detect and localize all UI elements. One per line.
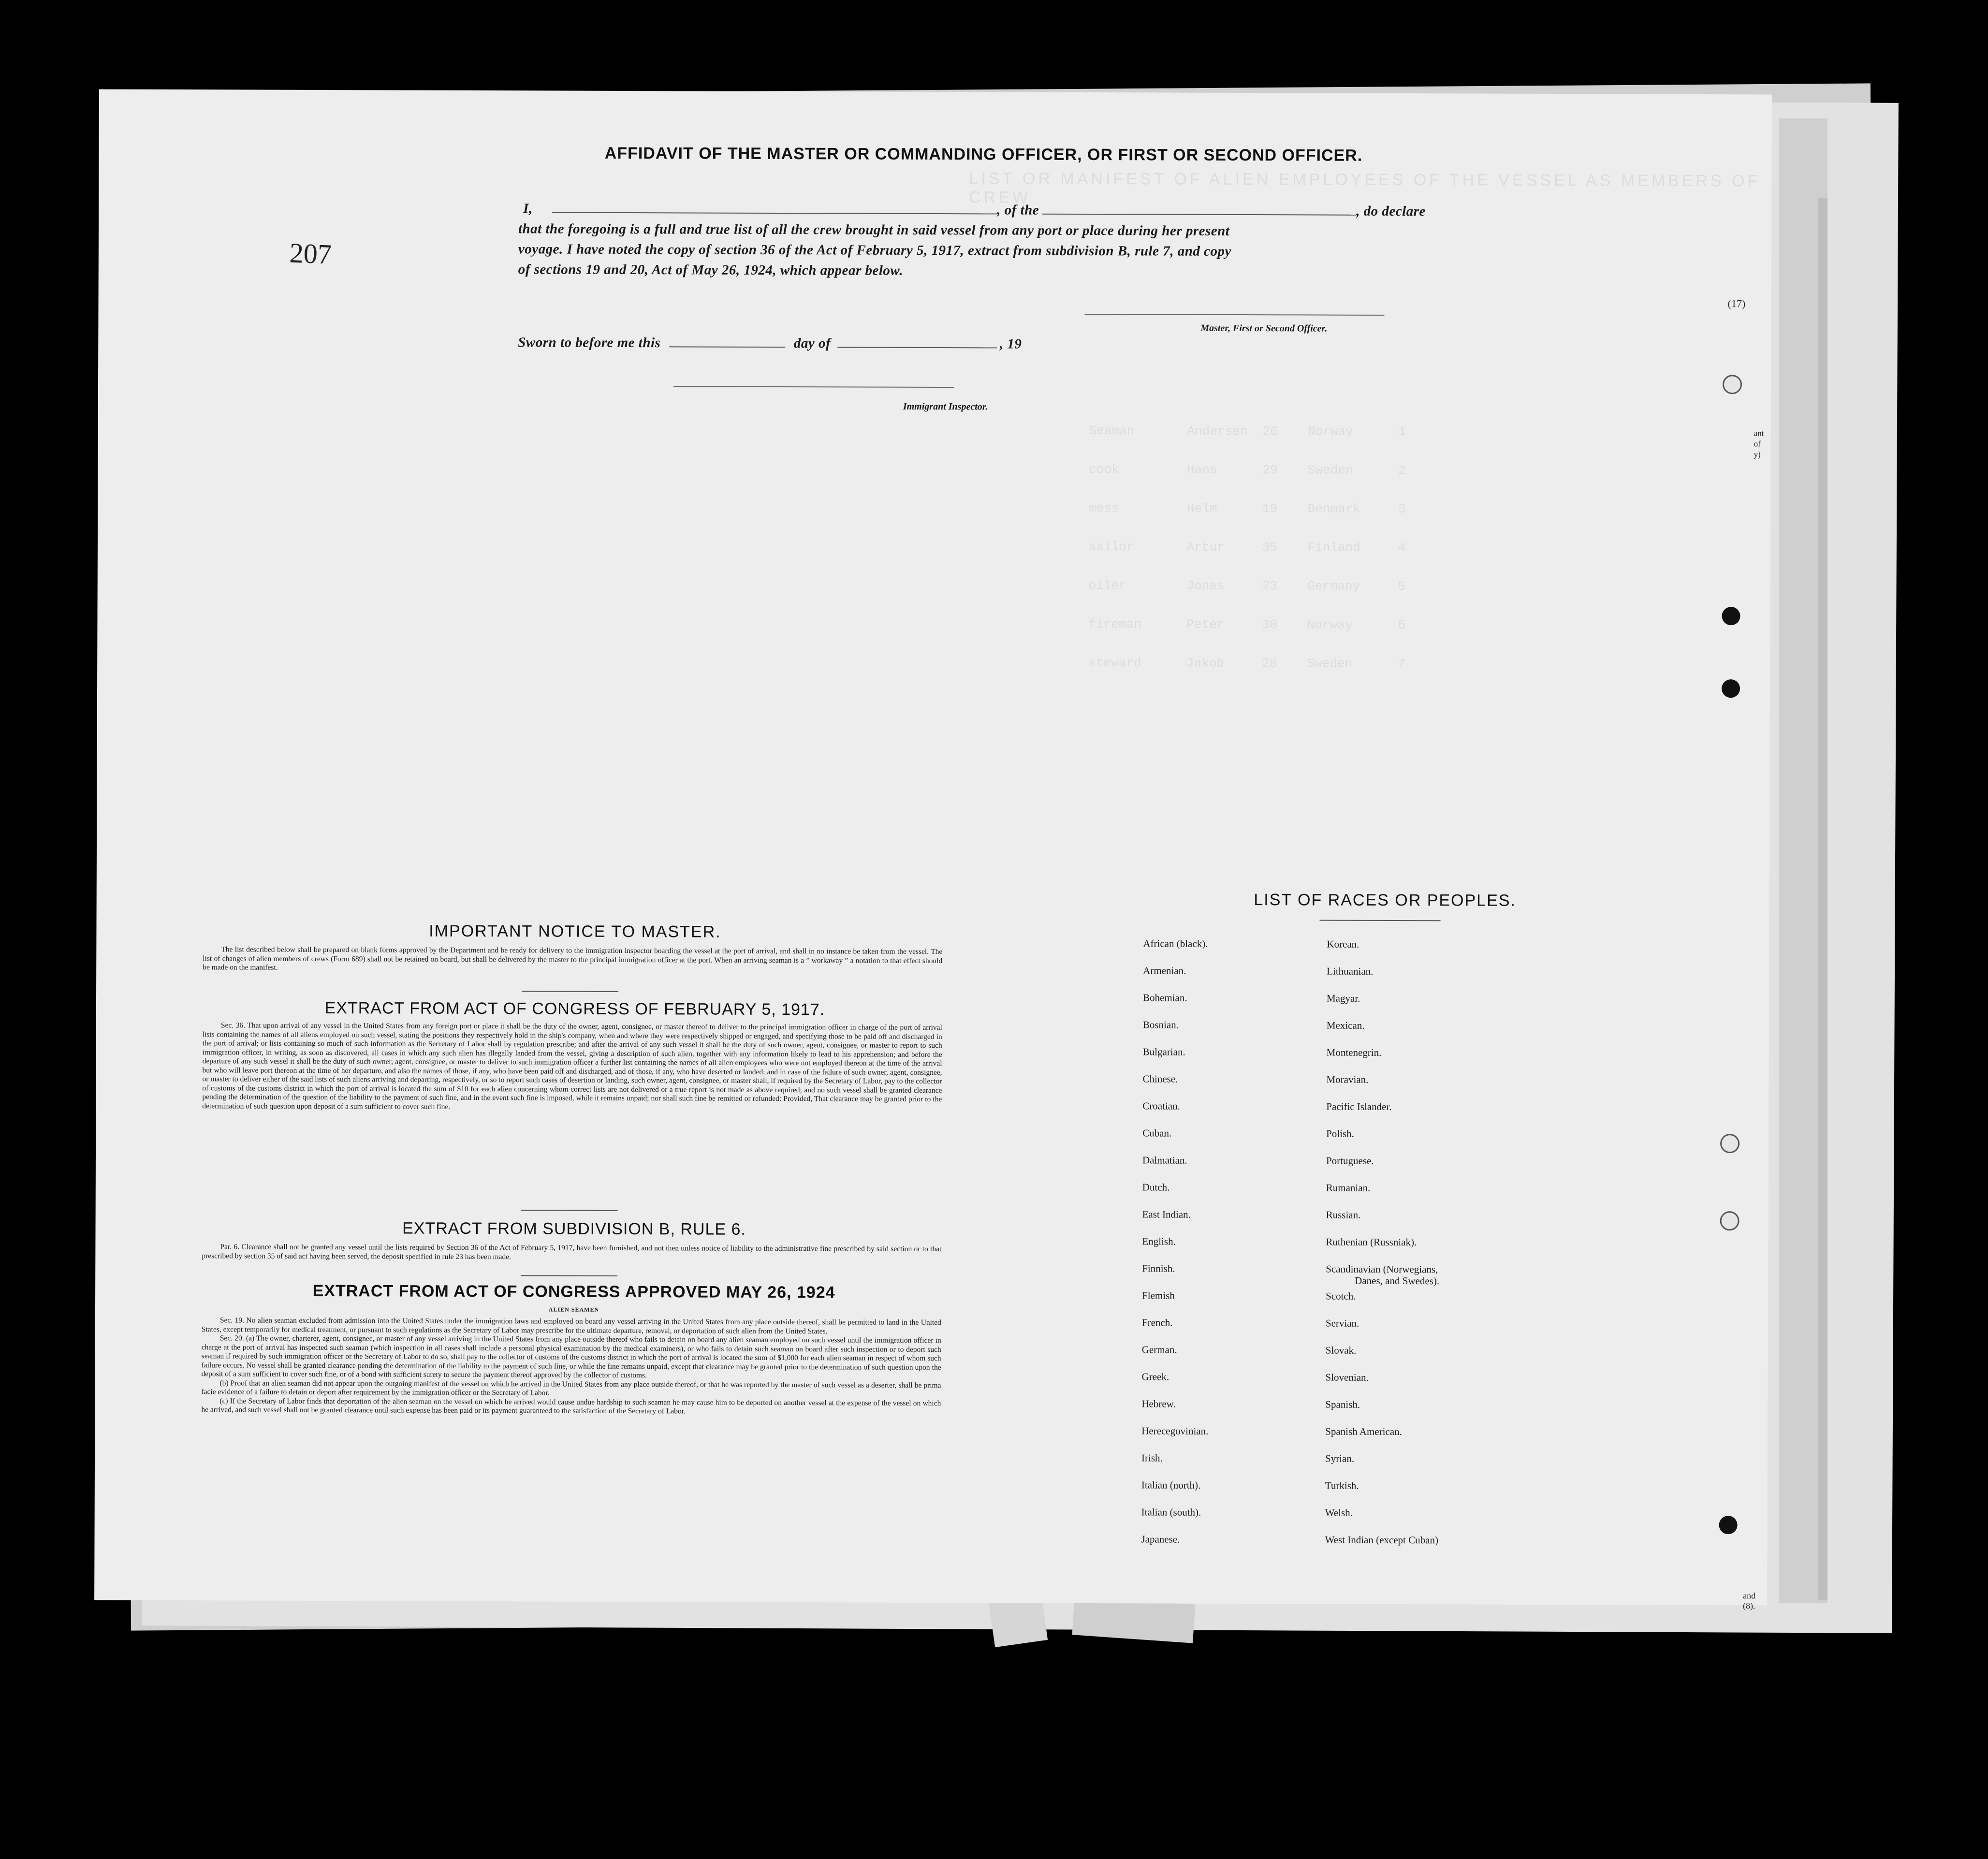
handwritten-number: 207 bbox=[289, 237, 333, 270]
extract-rule6-title: EXTRACT FROM SUBDIVISION B, RULE 6. bbox=[402, 1219, 746, 1239]
punch-hole bbox=[1723, 375, 1742, 394]
extract-1917-paragraph: Sec. 36. That upon arrival of any vessel in the United States from any foreign port or place it shall be the duty of the owner, agent, consignee, or master thereof to deliver to the principal immigration officer in charge of the port of arrival lists containing the names of all aliens employed on such vessel, stating the positions they respectively hold in the ship's company, when and where they were respectively shipped or engaged, and specifying those to be paid off and discharged in the port of arrival; or lists containing so much of such information as the Secretary of Labor shall by regulation prescribe; and after the arrival of any such vessel it shall be the duty of such owner, agent, consignee, or master to report to such immigration officer, in writing, as soon as discovered, all cases in which any such alien has illegally landed from the vessel, giving a description of such alien, together with any information likely to lead to his apprehension; and before the departure of any such vessel it shall be the duty of such owner, agent, consignee, or master to deliver to such immigration officer a further list containing the names of all alien employees who were not employed thereon at the time of the arrival but who will leave port thereon at the time of her departure, and also the names of those, if any, who have been paid off and discharged, and of those, if any, who have deserted or landed; and in case of the failure of such owner, agent, consignee, or master to deliver either of the said lists of such aliens arriving and departing, respectively, or so to report such cases of desertion or landing, such owner, agent, consignee, or master shall, if required by the Secretary of Labor, pay to the collector of customs of the customs district in which the port of arrival is located the sum of $10 for each alien concerning whom correct lists are not delivered or a true report is not made as above required; and no such vessel shall be granted clearance pending the determination of the question of the liability to the payment of such fine, and in the event such fine is imposed, while it remains unpaid; nor shall such fine be remitted or refunded: Provided, That clearance may be granted prior to the determination of such question upon deposit of a sum sufficient to cover such fine. bbox=[202, 1021, 942, 1111]
race-item: Slovenian. bbox=[1325, 1371, 1369, 1383]
sec19-paragraph: Sec. 19. No alien seaman excluded from admission into the United States under the immigration laws and employed on board any vessel arriving in the United States from any place outside thereof, shall be permitted to land in the United States, except temporarily for medical treatment, or pursuant to such regulations as the Secretary of Labor may prescribe for the ultimate departure, removal, or deportation of such alien from the United States. bbox=[201, 1316, 941, 1335]
race-item: Japanese. bbox=[1141, 1533, 1180, 1545]
affidavit-line-4: of sections 19 and 20, Act of May 26, 1924, which appear below. bbox=[518, 262, 904, 278]
divider bbox=[1320, 920, 1441, 922]
extract-1917-body bbox=[202, 1021, 942, 1113]
race-item: Slovak. bbox=[1325, 1344, 1357, 1356]
affidavit-declare: , do declare bbox=[1356, 203, 1426, 220]
race-item: French. bbox=[1141, 1317, 1173, 1329]
race-item-continuation: Danes, and Swedes). bbox=[1355, 1274, 1440, 1287]
race-item: Lithuanian. bbox=[1327, 965, 1374, 977]
race-item: Hebrew. bbox=[1141, 1398, 1176, 1410]
race-item: Portuguese. bbox=[1326, 1155, 1374, 1167]
race-item: Herecegovinian. bbox=[1141, 1425, 1209, 1437]
punch-hole bbox=[1722, 607, 1740, 625]
bottom-right-note: and (8). bbox=[1743, 1591, 1756, 1611]
inspector-signature-line[interactable] bbox=[673, 386, 954, 388]
race-item: Russian. bbox=[1326, 1209, 1361, 1221]
race-item: Irish. bbox=[1141, 1452, 1163, 1464]
sworn-prefix: Sworn to before me this bbox=[518, 335, 661, 351]
race-item: Spanish American. bbox=[1325, 1425, 1402, 1438]
margin-y: y) bbox=[1754, 450, 1761, 459]
sworn-month-blank[interactable] bbox=[837, 347, 997, 348]
background-sheet-edge bbox=[1818, 198, 1827, 1600]
sec20b-paragraph: (b) Proof that an alien seaman did not appear upon the outgoing manifest of the vessel on which he arrived in the United States from any place outside thereof, or that he was reported by the master of such vessel as a deserter, shall be prima facie evidence of a failure to detain or deport after requirement by the immigration officer or the Secretary of Labor. bbox=[201, 1378, 941, 1397]
race-item: Magyar. bbox=[1326, 992, 1360, 1004]
race-item: African (black). bbox=[1143, 937, 1208, 950]
race-item: Scotch. bbox=[1326, 1290, 1356, 1302]
race-item: Armenian. bbox=[1143, 965, 1186, 977]
notice-title: IMPORTANT NOTICE TO MASTER. bbox=[429, 922, 721, 941]
race-item: Dalmatian. bbox=[1142, 1154, 1187, 1166]
race-item: East Indian. bbox=[1142, 1208, 1191, 1220]
extract-1924-subtitle: ALIEN SEAMEN bbox=[548, 1306, 599, 1313]
affidavit-line-3: voyage. I have noted the copy of section 36 of the Act of February 5, 1917, extract from subdivision B, rule 7, and copy bbox=[518, 241, 1231, 259]
race-item: Pacific Islander. bbox=[1326, 1100, 1392, 1112]
race-item: Korean. bbox=[1327, 938, 1359, 950]
punch-hole bbox=[1720, 1134, 1740, 1153]
extract-rule6-body bbox=[202, 1243, 941, 1263]
race-item: Syrian. bbox=[1325, 1452, 1355, 1464]
right-margin-text bbox=[1754, 428, 1764, 460]
race-item: Bulgarian. bbox=[1142, 1046, 1185, 1058]
race-item: Welsh. bbox=[1325, 1507, 1353, 1519]
affidavit-i: I, bbox=[523, 201, 533, 217]
margin-of: of bbox=[1754, 439, 1761, 449]
race-item: Polish. bbox=[1326, 1127, 1354, 1140]
race-item: Finnish. bbox=[1142, 1262, 1175, 1274]
extract-1917-title: EXTRACT FROM ACT OF CONGRESS OF FEBRUARY 5, 1917. bbox=[324, 999, 825, 1019]
divider bbox=[521, 1210, 618, 1211]
punch-hole bbox=[1720, 1211, 1740, 1230]
sworn-year-label: , 19 bbox=[999, 336, 1022, 352]
notice-paragraph: The list described below shall be prepared on blank forms approved by the Department and be ready for delivery to the immigration inspector boarding the vessel at the port of arrival, and shall in no instance be taken from the vessel. The list of changes of alien members of crews (Form 689) shall not be retained on board, but shall be delivered by the master to the principal immigration officer at the port. When an arriving seaman is a ” workaway ” a notation to that effect should be made on the manifest. bbox=[203, 945, 943, 972]
ghost-print: LIST OR MANIFEST OF ALIEN EMPLOYEES OF THE VESSEL AS MEMBERS OF CREW bbox=[969, 169, 1761, 207]
vessel-blank[interactable] bbox=[1042, 214, 1356, 216]
master-signature-label: Master, First or Second Officer. bbox=[1200, 322, 1328, 334]
race-item: Greek. bbox=[1141, 1371, 1169, 1383]
extract-rule6-paragraph: Par. 6. Clearance shall not be granted any vessel until the lists required by Section 36 of the Act of February 5, 1917, have been furnished, and not then unless notice of liability to the administrative fine prescribed by said section or to that prescribed by section 35 of said act having been served, the deposit specified in rule 23 has been made. bbox=[202, 1243, 942, 1261]
sec20a-paragraph: Sec. 20. (a) The owner, charterer, agent, consignee, or master of any vessel arriving in the United States from any place outside thereof who fails to detain on board any alien seaman employed on such vessel until the immigration officer in charge at the port of arrival has inspected such seaman (which inspection in all cases shall include a personal physical examination by the medical examiners), or who fails to detain such seaman on board after such inspection or to deport such seaman if required by such immigration officer or the Secretary of Labor to do so, shall pay to the collector of customs of the customs district in which the port of arrival is located the sum of $1,000 for each alien seaman in respect of whom such failure occurs. No vessel shall be granted clearance pending the determination of the liability to the payment of such fine, or while the fine remains unpaid, except that clearance may be granted prior to the determination of such question upon the deposit of a sum sufficient to cover such fine, or of a bond with sufficient surety to secure the payment thereof approved by the collector of customs. bbox=[201, 1334, 941, 1380]
affidavit-line-2: that the foregoing is a full and true list of all the crew brought in said vessel from any port or place during her present bbox=[518, 221, 1230, 239]
affidavit-page bbox=[94, 89, 1772, 1611]
race-item: Italian (north). bbox=[1141, 1479, 1201, 1491]
race-item: West Indian (except Cuban) bbox=[1325, 1534, 1439, 1546]
race-item: Spanish. bbox=[1325, 1398, 1360, 1410]
margin-ant: ant bbox=[1754, 428, 1764, 438]
race-item: Mexican. bbox=[1326, 1019, 1365, 1031]
sworn-day-label: day of bbox=[793, 336, 831, 351]
punch-hole bbox=[1719, 1516, 1738, 1534]
race-item: Bosnian. bbox=[1142, 1019, 1179, 1031]
race-item: Italian (south). bbox=[1141, 1506, 1201, 1518]
page-number: (17) bbox=[1727, 297, 1746, 310]
sworn-day-blank[interactable] bbox=[669, 346, 785, 348]
master-signature-line[interactable] bbox=[1084, 314, 1384, 316]
race-item: Cuban. bbox=[1142, 1127, 1172, 1139]
affidavit-of-the: , of the bbox=[997, 202, 1039, 218]
race-item: Bohemian. bbox=[1142, 992, 1187, 1004]
race-item: Ruthenian (Russniak). bbox=[1326, 1236, 1417, 1248]
affidavit-title: AFFIDAVIT OF THE MASTER OR COMMANDING OFFICER, OR FIRST OR SECOND OFFICER. bbox=[604, 144, 1363, 165]
notice-body bbox=[203, 945, 942, 974]
race-item: Turkish. bbox=[1325, 1479, 1359, 1492]
race-item: Rumanian. bbox=[1326, 1182, 1371, 1194]
sec20c-paragraph: (c) If the Secretary of Labor finds that deportation of the alien seaman on the vessel on which he arrived would cause undue hardship to such seaman he may cause him to be deported on another vessel at the expense of the vessel on which he arrived, and such vessel shall not be granted clearance until such expense has been paid or its payment guaranteed to the satisfaction of the Secretary of Labor. bbox=[201, 1396, 941, 1416]
divider bbox=[522, 991, 618, 992]
divider bbox=[521, 1275, 617, 1276]
race-item: Scandinavian (Norwegians, bbox=[1326, 1263, 1438, 1275]
extract-1924-body bbox=[201, 1316, 941, 1417]
sworn-line bbox=[518, 335, 1022, 352]
race-item: Dutch. bbox=[1142, 1181, 1170, 1193]
races-title: LIST OF RACES OR PEOPLES. bbox=[1254, 891, 1516, 910]
race-item: Flemish bbox=[1142, 1289, 1175, 1302]
race-item: English. bbox=[1142, 1235, 1176, 1247]
race-item: Montenegrin. bbox=[1326, 1046, 1382, 1058]
affidavit-line-1 bbox=[518, 201, 1426, 220]
punch-hole bbox=[1722, 679, 1740, 698]
race-item: Moravian. bbox=[1326, 1073, 1369, 1085]
extract-1924-title: EXTRACT FROM ACT OF CONGRESS APPROVED MAY 26, 1924 bbox=[312, 1281, 835, 1302]
ghost-print: Seaman Andersen 26 Norway 1 cook Hans 29 Sweden 2 mess Helm 19 Denmark 3 sailor Artur 35 Finland 4 oiler Jonas 23 Germany 5 fireman Peter 30 Norway 6 steward Jakob 28 Sweden 7 bbox=[1088, 424, 1406, 672]
race-item: Chinese. bbox=[1142, 1073, 1178, 1085]
race-item: German. bbox=[1141, 1344, 1177, 1356]
race-item: Servian. bbox=[1325, 1317, 1359, 1329]
race-item: Croatian. bbox=[1142, 1100, 1180, 1112]
name-blank[interactable] bbox=[552, 212, 997, 215]
inspector-signature-label: Immigrant Inspector. bbox=[903, 401, 988, 412]
